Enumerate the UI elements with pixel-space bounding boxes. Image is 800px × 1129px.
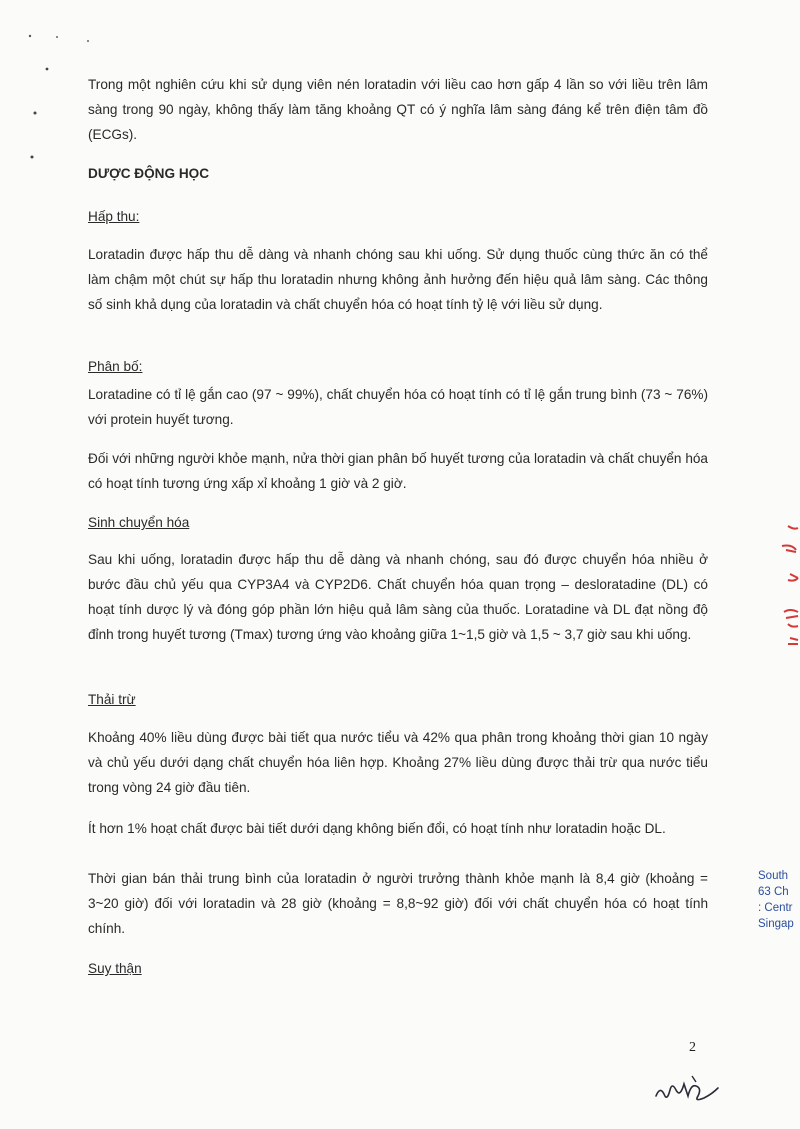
metabolism-heading: Sinh chuyển hóa [88, 515, 190, 530]
qt-paragraph: Trong một nghiên cứu khi sử dụng viên nén loratadin với liều cao hơn gấp 4 lần so với liều trên lâm sàng trong 90 ngày, không thấy làm tăng khoảng QT có ý nghĩa lâm sàng đáng kể trên điện tâm đồ (ECGs). [88, 77, 708, 142]
red-stamp-fragment [760, 520, 800, 660]
company-stamp-fragment [758, 868, 794, 932]
excretion-heading: Thải trừ [88, 692, 136, 707]
stamp-line: 63 Ch [758, 886, 789, 898]
stamp-line: South [758, 870, 789, 882]
distribution-heading: Phân bố: [88, 359, 143, 374]
excretion-paragraph-2: Ít hơn 1% hoạt chất được bài tiết dưới dạng không biến đổi, có hoạt tính như loratadin hoặc DL. [88, 821, 666, 836]
stamp-line: Singap [758, 918, 794, 930]
distribution-paragraph-2: Đối với những người khỏe mạnh, nửa thời gian phân bố huyết tương của loratadin và chất chuyển hóa có hoạt tính tương ứng xấp xỉ khoảng 1 giờ và 2 giờ. [88, 451, 708, 491]
distribution-paragraph-1: Loratadine có tỉ lệ gắn cao (97 ~ 99%), chất chuyển hóa có hoạt tính có tỉ lệ gắn trung bình (73 ~ 76%) với protein huyết tương. [88, 387, 708, 427]
excretion-paragraph-1: Khoảng 40% liều dùng được bài tiết qua nước tiểu và 42% qua phân trong khoảng thời gian 10 ngày và chủ yếu dưới dạng chất chuyển hóa liên hợp. Khoảng 27% liều dùng được thải trừ qua nước tiểu trong vòng 24 giờ đầu tiên. [88, 730, 708, 795]
absorption-paragraph: Loratadin được hấp thu dễ dàng và nhanh chóng sau khi uống. Sử dụng thuốc cùng thức ăn có thể làm chậm một chút sự hấp thu loratadin nhưng không ảnh hưởng đến hiệu quả lâm sàng. Các thông số sinh khả dụng của loratadin và chất chuyển hóa có hoạt tính tỷ lệ với liều sử dụng. [88, 247, 708, 312]
absorption-heading: Hấp thu: [88, 209, 140, 224]
metabolism-paragraph: Sau khi uống, loratadin được hấp thu dễ dàng và nhanh chóng, sau đó được chuyển hóa nhiều ở bước đầu chủ yếu qua CYP3A4 và CYP2D6. Chất chuyển hóa quan trọng – desloratadine (DL) có hoạt tính dược lý và đóng góp phần lớn hiệu quả lâm sàng của thuốc. Loratadine và DL đạt nồng độ đỉnh trong huyết tương (Tmax) tương ứng vào khoảng giữa 1~1,5 giờ và 1,5 ~ 3,7 giờ sau khi uống. [88, 552, 708, 642]
excretion-paragraph-3: Thời gian bán thải trung bình của loratadin ở người trưởng thành khỏe mạnh là 8,4 giờ (khoảng = 3~20 giờ) đối với loratadin và 28 giờ (khoảng = 8,8~92 giờ) đối với chất chuyển hóa có hoạt tính chính. [88, 871, 708, 936]
renal-heading: Suy thận [88, 961, 142, 976]
page-number: 2 [689, 1040, 696, 1055]
stamp-line: : Centr [758, 902, 793, 914]
pk-heading: DƯỢC ĐỘNG HỌC [88, 166, 210, 181]
handwritten-signature [648, 1068, 738, 1108]
